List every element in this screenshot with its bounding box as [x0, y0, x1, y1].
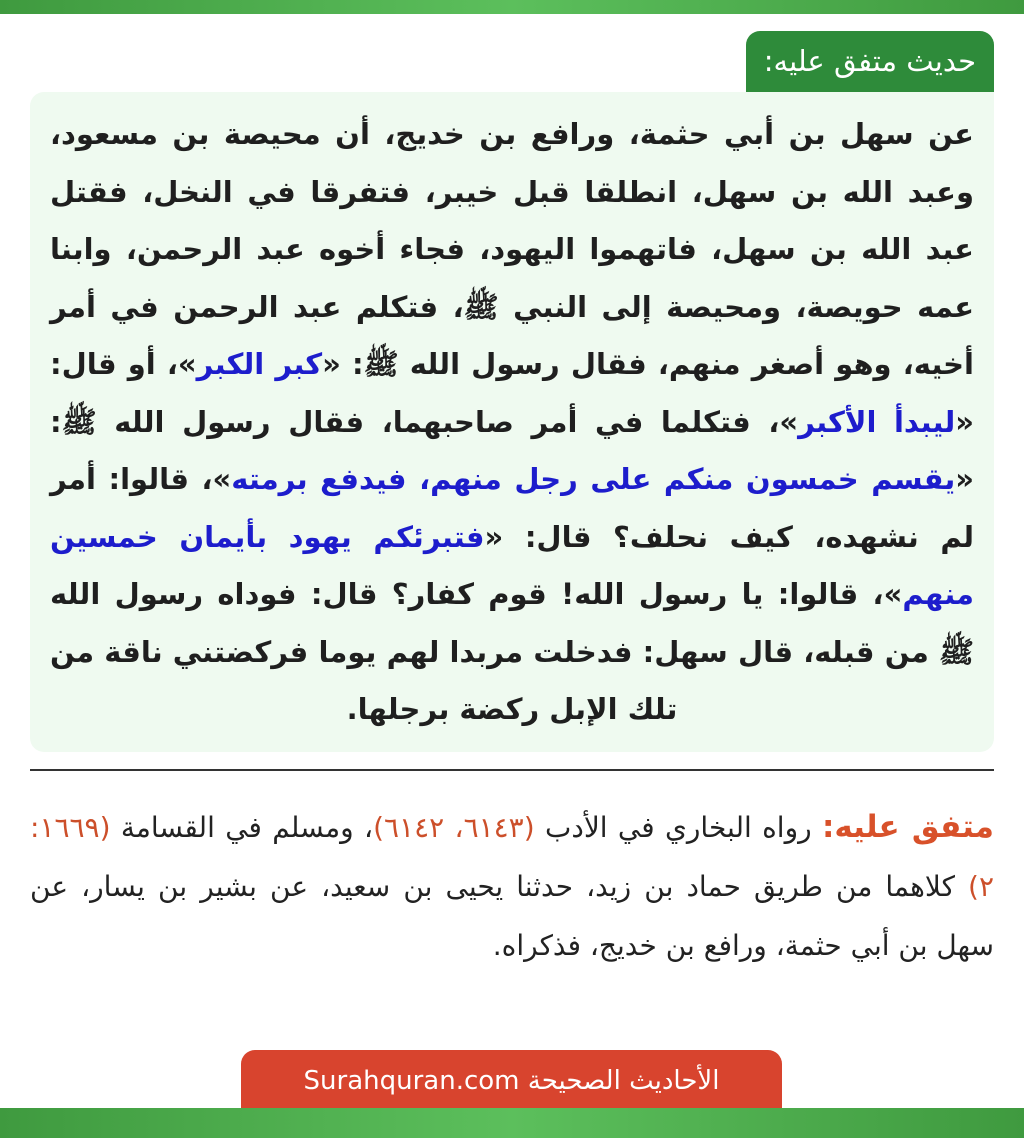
takhrij-paragraph — [30, 798, 994, 975]
hadith-narration: »، فتكلما في أمر صاحبهما، فقال رسول الله ﷺ: « — [50, 404, 974, 496]
section-divider — [30, 766, 994, 774]
hadith-narration: »، قالوا: أمر لم نشهده، كيف نحلف؟ قال: « — [50, 462, 975, 554]
hadith-narration: »، أو قال: « — [50, 347, 974, 439]
hadith-narration: عن سهل بن أبي حثمة، ورافع بن خديج، أن محيصة بن مسعود، وعبد الله بن سهل، انطلقا قبل خيبر، فتفرقا في النخل، فقتل عبد الله بن سهل، فاتهموا اليهود، فجاء أخوه عبد الرحمن، وابنا عمه حويصة، ومحيصة إلى النبي ﷺ، فتكلم عبد الرحمن في أمر أخيه، وهو أصغر منهم، فقال رسول الله ﷺ: « — [50, 117, 974, 381]
prophet-quote: كبر الكبر — [196, 347, 323, 381]
prophet-quote: يقسم خمسون منكم على رجل منهم، فيدفع برمته — [231, 462, 956, 496]
takhrij-text: كلاهما من طريق حماد بن زيد، حدثنا يحيى بن سعيد، عن بشير بن يسار، عن سهل بن أبي حثمة، ورافع بن خديج، فذكراه. — [30, 870, 994, 962]
prophet-quote: ليبدأ الأكبر — [798, 404, 956, 439]
top-green-bar — [0, 0, 1024, 14]
site-link-badge[interactable]: الأحاديث الصحيحة Surahquran.com — [241, 1050, 782, 1108]
hadith-text-box — [30, 92, 994, 752]
bottom-green-bar — [0, 1108, 1024, 1138]
bukhari-reference: (٦١٤٣، ٦١٤٢) — [373, 811, 535, 844]
takhrij-text: رواه البخاري في الأدب — [534, 811, 822, 844]
muslim-reference: (١٦٦٩: ٢) — [30, 811, 994, 903]
hadith-type-badge: حديث متفق عليه: — [746, 31, 994, 92]
takhrij-text: ، ومسلم في القسامة — [110, 811, 374, 844]
takhrij-label: متفق عليه: — [821, 809, 995, 845]
hadith-narration: »، قالوا: يا رسول الله! قوم كفار؟ قال: فوداه رسول الله ﷺ من قبله، قال سهل: فدخلت مربدا لهم يوما فركضتني ناقة من تلك الإبل ركضة برجلها. — [50, 577, 974, 726]
prophet-quote: فتبرئكم يهود بأيمان خمسين منهم — [50, 519, 974, 611]
